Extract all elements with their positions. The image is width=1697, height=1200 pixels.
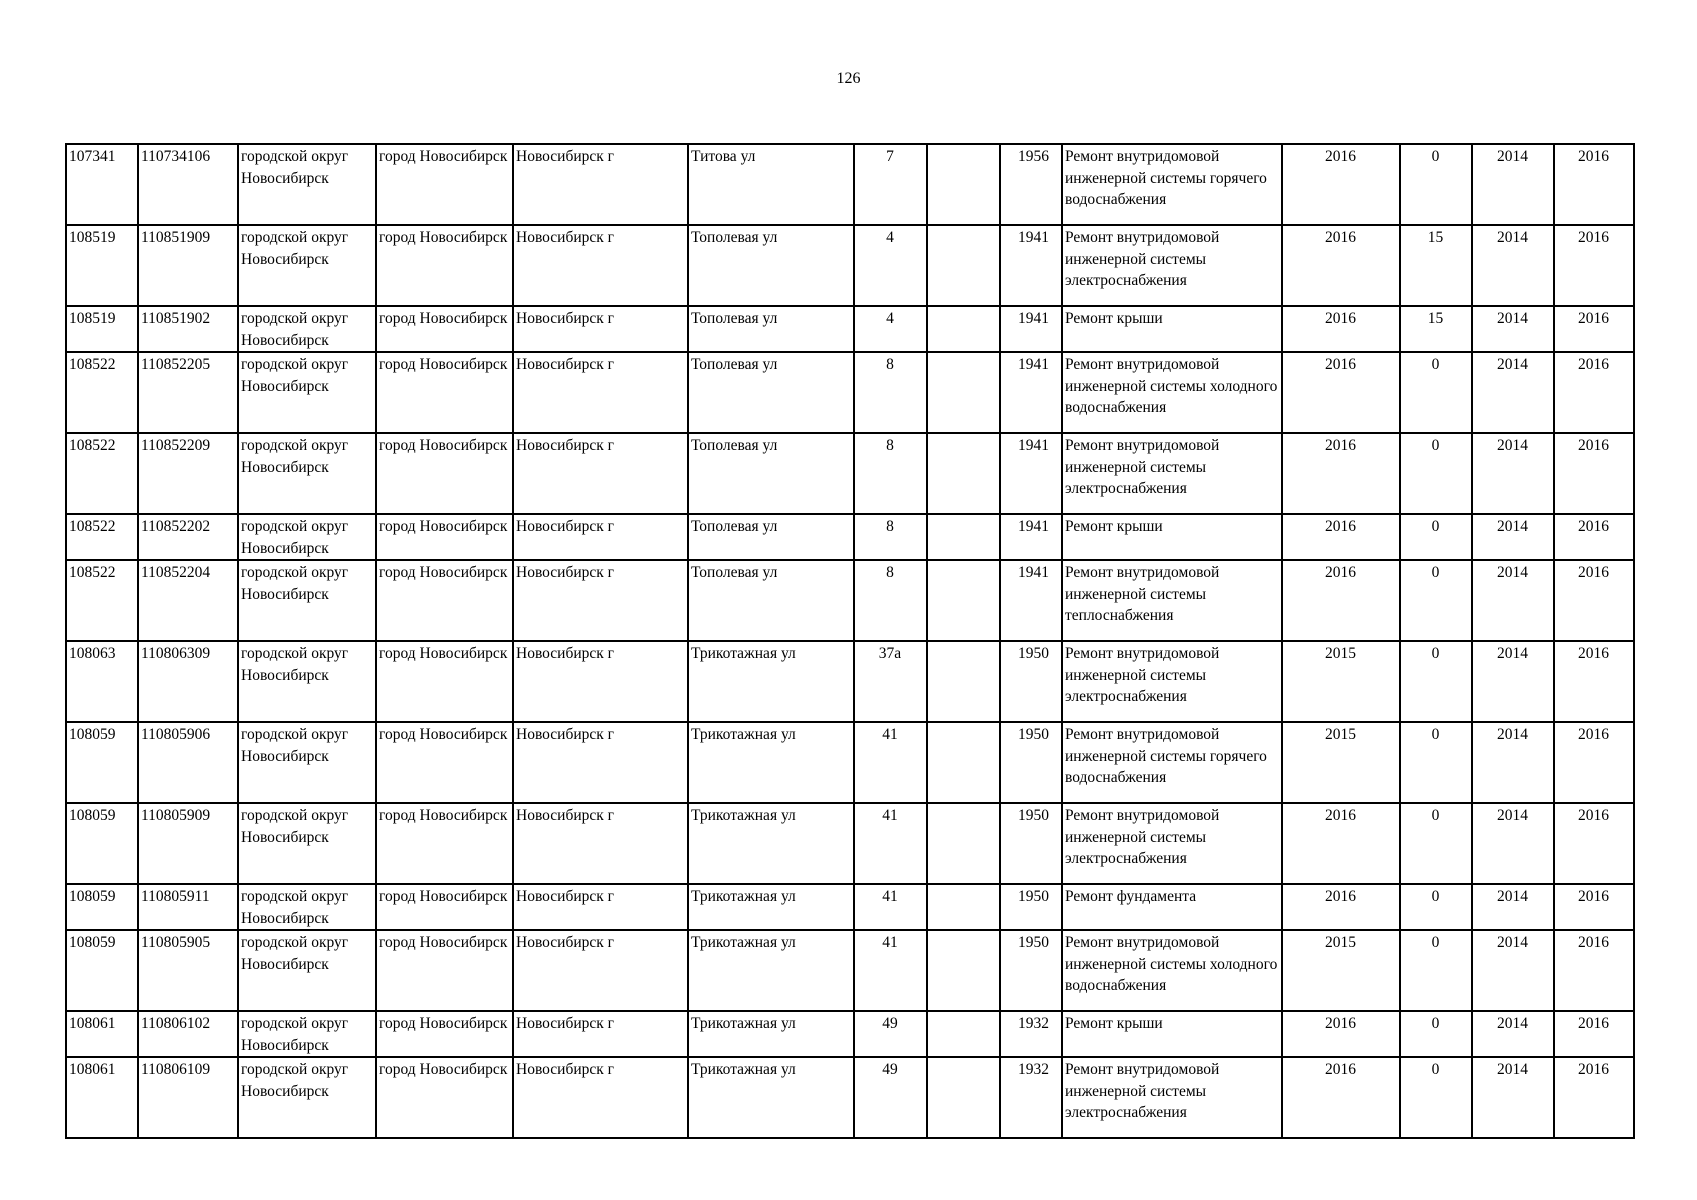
settlement-cell: город Новосибирск <box>376 1011 513 1057</box>
municipal-district-cell: городской округ Новосибирск <box>238 306 376 352</box>
municipal-district-cell: городской округ Новосибирск <box>238 144 376 225</box>
build-year-cell: 1956 <box>1000 144 1062 225</box>
municipal-district-cell: городской округ Новосибирск <box>238 1057 376 1138</box>
house-number-cell: 41 <box>854 930 927 1011</box>
period-start-cell: 2014 <box>1472 144 1554 225</box>
work-type-cell: Ремонт крыши <box>1062 306 1282 352</box>
street-cell: Тополевая ул <box>688 352 854 433</box>
build-year-cell: 1941 <box>1000 514 1062 560</box>
settlement-cell: город Новосибирск <box>376 930 513 1011</box>
street-cell: Трикотажная ул <box>688 884 854 930</box>
table-row <box>66 306 1634 352</box>
work-type-cell: Ремонт внутридомовой инженерной системы холодного водоснабжения <box>1062 352 1282 433</box>
period-end-cell: 2016 <box>1554 1011 1634 1057</box>
work-type-cell: Ремонт внутридомовой инженерной системы горячего водоснабжения <box>1062 722 1282 803</box>
house-number-cell: 41 <box>854 722 927 803</box>
building-cell <box>927 352 1000 433</box>
work-id-cell: 110806109 <box>138 1057 238 1138</box>
period-end-cell: 2016 <box>1554 803 1634 884</box>
work-id-cell: 110805911 <box>138 884 238 930</box>
work-type-cell: Ремонт внутридомовой инженерной системы холодного водоснабжения <box>1062 930 1282 1011</box>
settlement-cell: город Новосибирск <box>376 433 513 514</box>
municipal-district-cell: городской округ Новосибирск <box>238 641 376 722</box>
table-row <box>66 884 1634 930</box>
wear-percent-cell: 0 <box>1400 722 1472 803</box>
building-cell <box>927 144 1000 225</box>
locality-cell: Новосибирск г <box>513 930 688 1011</box>
work-type-cell: Ремонт крыши <box>1062 1011 1282 1057</box>
house-number-cell: 41 <box>854 884 927 930</box>
period-end-cell: 2016 <box>1554 722 1634 803</box>
build-year-cell: 1941 <box>1000 225 1062 306</box>
building-cell <box>927 803 1000 884</box>
period-start-cell: 2014 <box>1472 930 1554 1011</box>
period-start-cell: 2014 <box>1472 225 1554 306</box>
municipal-district-cell: городской округ Новосибирск <box>238 803 376 884</box>
planned-year-cell: 2016 <box>1282 1057 1400 1138</box>
building-cell <box>927 433 1000 514</box>
work-type-cell: Ремонт внутридомовой инженерной системы электроснабжения <box>1062 1057 1282 1138</box>
house-number-cell: 49 <box>854 1057 927 1138</box>
work-id-cell: 110805905 <box>138 930 238 1011</box>
work-id-cell: 110852205 <box>138 352 238 433</box>
street-cell: Трикотажная ул <box>688 1057 854 1138</box>
locality-cell: Новосибирск г <box>513 884 688 930</box>
house-id-cell: 108522 <box>66 514 138 560</box>
planned-year-cell: 2015 <box>1282 722 1400 803</box>
settlement-cell: город Новосибирск <box>376 144 513 225</box>
settlement-cell: город Новосибирск <box>376 884 513 930</box>
wear-percent-cell: 0 <box>1400 930 1472 1011</box>
locality-cell: Новосибирск г <box>513 641 688 722</box>
locality-cell: Новосибирск г <box>513 803 688 884</box>
table-row <box>66 433 1634 514</box>
period-start-cell: 2014 <box>1472 1057 1554 1138</box>
planned-year-cell: 2015 <box>1282 930 1400 1011</box>
planned-year-cell: 2016 <box>1282 225 1400 306</box>
house-id-cell: 108519 <box>66 306 138 352</box>
wear-percent-cell: 15 <box>1400 225 1472 306</box>
house-id-cell: 108061 <box>66 1057 138 1138</box>
work-id-cell: 110851909 <box>138 225 238 306</box>
building-cell <box>927 306 1000 352</box>
table-row <box>66 930 1634 1011</box>
locality-cell: Новосибирск г <box>513 144 688 225</box>
municipal-district-cell: городской округ Новосибирск <box>238 1011 376 1057</box>
period-end-cell: 2016 <box>1554 433 1634 514</box>
period-start-cell: 2014 <box>1472 641 1554 722</box>
house-number-cell: 8 <box>854 433 927 514</box>
building-cell <box>927 1011 1000 1057</box>
build-year-cell: 1941 <box>1000 433 1062 514</box>
street-cell: Трикотажная ул <box>688 803 854 884</box>
period-end-cell: 2016 <box>1554 514 1634 560</box>
table-row <box>66 722 1634 803</box>
settlement-cell: город Новосибирск <box>376 306 513 352</box>
period-start-cell: 2014 <box>1472 803 1554 884</box>
street-cell: Тополевая ул <box>688 560 854 641</box>
street-cell: Трикотажная ул <box>688 1011 854 1057</box>
building-cell <box>927 514 1000 560</box>
table-row <box>66 514 1634 560</box>
build-year-cell: 1950 <box>1000 803 1062 884</box>
table-row <box>66 641 1634 722</box>
street-cell: Титова ул <box>688 144 854 225</box>
settlement-cell: город Новосибирск <box>376 722 513 803</box>
locality-cell: Новосибирск г <box>513 433 688 514</box>
page-number: 126 <box>836 70 861 87</box>
planned-year-cell: 2016 <box>1282 352 1400 433</box>
work-type-cell: Ремонт внутридомовой инженерной системы теплоснабжения <box>1062 560 1282 641</box>
period-start-cell: 2014 <box>1472 1011 1554 1057</box>
work-type-cell: Ремонт внутридомовой инженерной системы электроснабжения <box>1062 803 1282 884</box>
house-id-cell: 108519 <box>66 225 138 306</box>
period-end-cell: 2016 <box>1554 560 1634 641</box>
locality-cell: Новосибирск г <box>513 1057 688 1138</box>
municipal-district-cell: городской округ Новосибирск <box>238 560 376 641</box>
work-id-cell: 110806102 <box>138 1011 238 1057</box>
house-number-cell: 37а <box>854 641 927 722</box>
wear-percent-cell: 0 <box>1400 1011 1472 1057</box>
house-id-cell: 108063 <box>66 641 138 722</box>
street-cell: Трикотажная ул <box>688 641 854 722</box>
work-type-cell: Ремонт внутридомовой инженерной системы горячего водоснабжения <box>1062 144 1282 225</box>
planned-year-cell: 2016 <box>1282 884 1400 930</box>
locality-cell: Новосибирск г <box>513 352 688 433</box>
build-year-cell: 1941 <box>1000 560 1062 641</box>
street-cell: Трикотажная ул <box>688 722 854 803</box>
house-id-cell: 108059 <box>66 884 138 930</box>
street-cell: Тополевая ул <box>688 514 854 560</box>
house-number-cell: 8 <box>854 514 927 560</box>
building-cell <box>927 641 1000 722</box>
planned-year-cell: 2016 <box>1282 560 1400 641</box>
municipal-district-cell: городской округ Новосибирск <box>238 722 376 803</box>
period-end-cell: 2016 <box>1554 930 1634 1011</box>
house-number-cell: 7 <box>854 144 927 225</box>
house-number-cell: 8 <box>854 560 927 641</box>
build-year-cell: 1941 <box>1000 306 1062 352</box>
house-number-cell: 4 <box>854 306 927 352</box>
municipal-district-cell: городской округ Новосибирск <box>238 433 376 514</box>
wear-percent-cell: 0 <box>1400 514 1472 560</box>
work-type-cell: Ремонт внутридомовой инженерной системы электроснабжения <box>1062 225 1282 306</box>
work-type-cell: Ремонт внутридомовой инженерной системы электроснабжения <box>1062 433 1282 514</box>
table-body <box>66 144 1634 1138</box>
municipal-district-cell: городской округ Новосибирск <box>238 884 376 930</box>
municipal-district-cell: городской округ Новосибирск <box>238 225 376 306</box>
build-year-cell: 1941 <box>1000 352 1062 433</box>
build-year-cell: 1932 <box>1000 1057 1062 1138</box>
house-id-cell: 108522 <box>66 433 138 514</box>
build-year-cell: 1950 <box>1000 930 1062 1011</box>
period-start-cell: 2014 <box>1472 560 1554 641</box>
settlement-cell: город Новосибирск <box>376 225 513 306</box>
repair-table <box>65 143 1635 1139</box>
table-row <box>66 225 1634 306</box>
planned-year-cell: 2016 <box>1282 1011 1400 1057</box>
house-number-cell: 41 <box>854 803 927 884</box>
period-end-cell: 2016 <box>1554 641 1634 722</box>
street-cell: Тополевая ул <box>688 306 854 352</box>
street-cell: Трикотажная ул <box>688 930 854 1011</box>
municipal-district-cell: городской округ Новосибирск <box>238 352 376 433</box>
repair-table-container <box>65 143 1633 1139</box>
building-cell <box>927 884 1000 930</box>
wear-percent-cell: 0 <box>1400 433 1472 514</box>
settlement-cell: город Новосибирск <box>376 803 513 884</box>
settlement-cell: город Новосибирск <box>376 560 513 641</box>
planned-year-cell: 2016 <box>1282 306 1400 352</box>
work-type-cell: Ремонт крыши <box>1062 514 1282 560</box>
wear-percent-cell: 15 <box>1400 306 1472 352</box>
house-id-cell: 108061 <box>66 1011 138 1057</box>
locality-cell: Новосибирск г <box>513 306 688 352</box>
settlement-cell: город Новосибирск <box>376 514 513 560</box>
settlement-cell: город Новосибирск <box>376 352 513 433</box>
work-id-cell: 110805906 <box>138 722 238 803</box>
period-start-cell: 2014 <box>1472 306 1554 352</box>
wear-percent-cell: 0 <box>1400 144 1472 225</box>
work-id-cell: 110852209 <box>138 433 238 514</box>
house-id-cell: 108059 <box>66 722 138 803</box>
wear-percent-cell: 0 <box>1400 803 1472 884</box>
period-start-cell: 2014 <box>1472 352 1554 433</box>
house-id-cell: 108522 <box>66 352 138 433</box>
settlement-cell: город Новосибирск <box>376 1057 513 1138</box>
house-number-cell: 4 <box>854 225 927 306</box>
planned-year-cell: 2016 <box>1282 803 1400 884</box>
wear-percent-cell: 0 <box>1400 884 1472 930</box>
table-row <box>66 1057 1634 1138</box>
street-cell: Тополевая ул <box>688 433 854 514</box>
table-row <box>66 560 1634 641</box>
building-cell <box>927 722 1000 803</box>
building-cell <box>927 930 1000 1011</box>
building-cell <box>927 560 1000 641</box>
house-id-cell: 108522 <box>66 560 138 641</box>
build-year-cell: 1950 <box>1000 722 1062 803</box>
locality-cell: Новосибирск г <box>513 514 688 560</box>
house-id-cell: 107341 <box>66 144 138 225</box>
build-year-cell: 1932 <box>1000 1011 1062 1057</box>
work-id-cell: 110734106 <box>138 144 238 225</box>
house-number-cell: 8 <box>854 352 927 433</box>
planned-year-cell: 2015 <box>1282 641 1400 722</box>
building-cell <box>927 1057 1000 1138</box>
locality-cell: Новосибирск г <box>513 1011 688 1057</box>
period-end-cell: 2016 <box>1554 884 1634 930</box>
wear-percent-cell: 0 <box>1400 352 1472 433</box>
locality-cell: Новосибирск г <box>513 560 688 641</box>
municipal-district-cell: городской округ Новосибирск <box>238 514 376 560</box>
house-id-cell: 108059 <box>66 930 138 1011</box>
work-id-cell: 110852204 <box>138 560 238 641</box>
work-id-cell: 110851902 <box>138 306 238 352</box>
planned-year-cell: 2016 <box>1282 433 1400 514</box>
period-end-cell: 2016 <box>1554 225 1634 306</box>
locality-cell: Новосибирск г <box>513 225 688 306</box>
table-row <box>66 1011 1634 1057</box>
period-end-cell: 2016 <box>1554 352 1634 433</box>
wear-percent-cell: 0 <box>1400 641 1472 722</box>
build-year-cell: 1950 <box>1000 641 1062 722</box>
work-id-cell: 110852202 <box>138 514 238 560</box>
settlement-cell: город Новосибирск <box>376 641 513 722</box>
period-end-cell: 2016 <box>1554 144 1634 225</box>
table-row <box>66 144 1634 225</box>
table-row <box>66 352 1634 433</box>
period-end-cell: 2016 <box>1554 306 1634 352</box>
house-id-cell: 108059 <box>66 803 138 884</box>
planned-year-cell: 2016 <box>1282 514 1400 560</box>
table-row <box>66 803 1634 884</box>
period-start-cell: 2014 <box>1472 884 1554 930</box>
house-number-cell: 49 <box>854 1011 927 1057</box>
street-cell: Тополевая ул <box>688 225 854 306</box>
period-start-cell: 2014 <box>1472 722 1554 803</box>
period-start-cell: 2014 <box>1472 514 1554 560</box>
municipal-district-cell: городской округ Новосибирск <box>238 930 376 1011</box>
work-id-cell: 110805909 <box>138 803 238 884</box>
work-id-cell: 110806309 <box>138 641 238 722</box>
planned-year-cell: 2016 <box>1282 144 1400 225</box>
wear-percent-cell: 0 <box>1400 560 1472 641</box>
building-cell <box>927 225 1000 306</box>
work-type-cell: Ремонт фундамента <box>1062 884 1282 930</box>
build-year-cell: 1950 <box>1000 884 1062 930</box>
work-type-cell: Ремонт внутридомовой инженерной системы электроснабжения <box>1062 641 1282 722</box>
wear-percent-cell: 0 <box>1400 1057 1472 1138</box>
locality-cell: Новосибирск г <box>513 722 688 803</box>
period-start-cell: 2014 <box>1472 433 1554 514</box>
period-end-cell: 2016 <box>1554 1057 1634 1138</box>
